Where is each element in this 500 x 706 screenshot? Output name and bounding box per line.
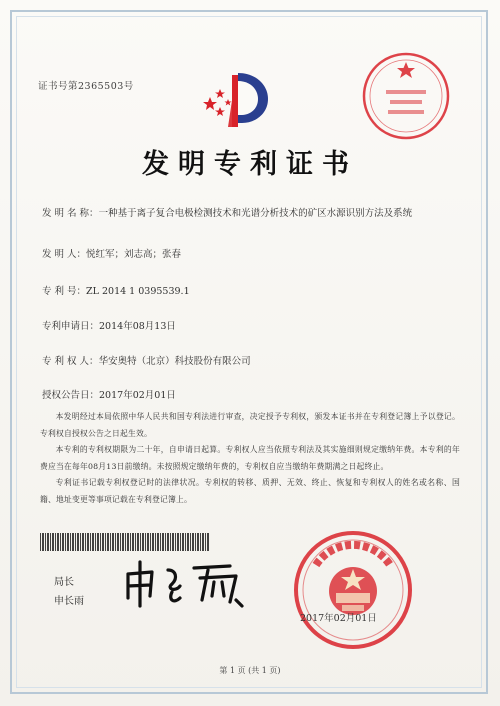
official-seal-icon: [292, 529, 414, 651]
page-number: 第 1 页 (共 1 页): [219, 666, 281, 675]
inventor-label: 发 明 人：: [42, 249, 87, 260]
invention-name-label: 发 明 名 称：: [42, 208, 99, 219]
invention-name-value: 一种基于离子复合电极检测技术和光谱分析技术的矿区水源识别方法及系统: [98, 208, 413, 219]
filing-date-label: 专利申请日：: [42, 321, 100, 332]
seal-date: 2017年02月01日: [300, 613, 377, 624]
director-name: 申长雨: [54, 596, 84, 607]
certificate-number: 证书号第2365503号: [38, 81, 134, 92]
barcode: [40, 533, 210, 551]
patent-number-row: [42, 283, 190, 297]
grant-date-value: 2017年02月01日: [99, 390, 176, 401]
grant-date-row: [42, 387, 176, 401]
filing-date-value: 2014年08月13日: [99, 321, 176, 332]
patentee-label: 专 利 权 人：: [42, 356, 99, 367]
patentee-row: [42, 353, 251, 367]
filing-date-row: [42, 318, 176, 332]
patent-number-label: 专 利 号：: [42, 286, 87, 297]
body-paragraph-3: 专利证书记载专利权登记时的法律状况。专利权的转移、质押、无效、终止、恢复和专利权人的姓名或名称、国籍、地址变更等事项记载在专利登记簿上。: [40, 478, 460, 504]
director-title: 局长: [54, 577, 74, 588]
certificate-title: 发明专利证书: [142, 149, 358, 180]
grant-date-label: 授权公告日：: [42, 390, 100, 401]
inventor-row: [42, 246, 181, 260]
invention-name-row: [42, 207, 462, 221]
inventor-value: 悦红军；刘志高；张春: [86, 249, 182, 260]
patent-office-emblem-icon: [198, 67, 276, 137]
patent-number-value: ZL 2014 1 0395539.1: [86, 286, 190, 297]
body-paragraph-1: 本发明经过本局依照中华人民共和国专利法进行审查，决定授予专利权，颁发本证书并在专利登记簿上予以登记。专利权自授权公告之日起生效。: [40, 412, 460, 438]
print-seal-icon: [360, 50, 452, 142]
body-paragraph-2: 本专利的专利权期限为二十年，自申请日起算。专利权人应当依照专利法及其实施细则规定缴纳年费。本专利的年费应当在每年08月13日前缴纳。未按照规定缴纳年费的，专利权自应当缴纳年费期满之日起终止。: [40, 445, 460, 471]
handwritten-signature: [118, 556, 248, 612]
certificate-body: [40, 409, 460, 508]
patentee-value: 华安奥特（北京）科技股份有限公司: [98, 356, 251, 367]
